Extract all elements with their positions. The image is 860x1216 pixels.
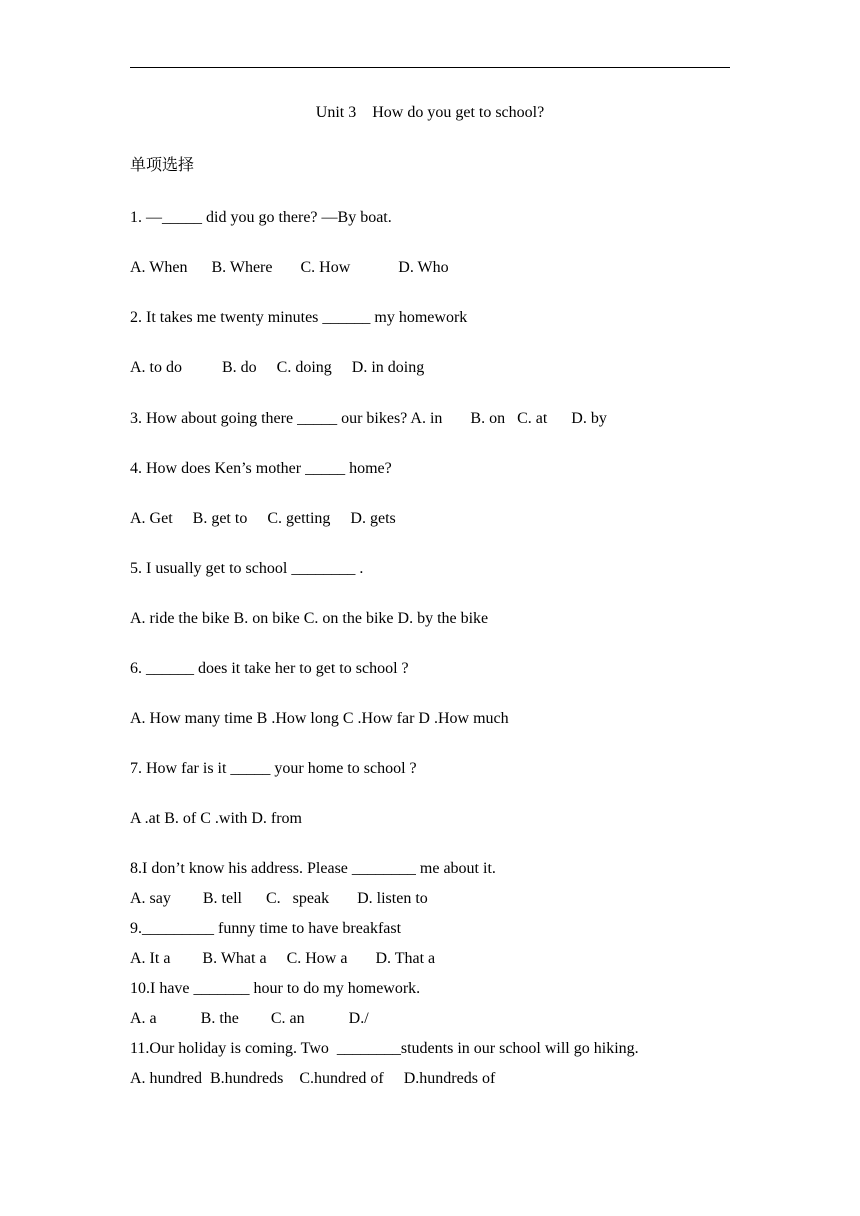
question-5-options: A. ride the bike B. on bike C. on the bike D. by the bike (130, 610, 489, 627)
question-9-options: A. It a B. What a C. How a D. That a (130, 950, 436, 967)
question-10-options: A. a B. the C. an D./ (130, 1010, 369, 1027)
question-7-options: A .at B. of C .with D. from (130, 810, 302, 827)
question-4: 4. How does Ken’s mother _____ home? (130, 460, 392, 477)
question-5: 5. I usually get to school ________ . (130, 560, 364, 577)
question-7: 7. How far is it _____ your home to school ? (130, 760, 417, 777)
question-8-options: A. say B. tell C. speak D. listen to (130, 890, 428, 907)
question-1-options: A. When B. Where C. How D. Who (130, 259, 449, 276)
question-10: 10.I have _______ hour to do my homework. (130, 980, 421, 997)
question-11-options: A. hundred B.hundreds C.hundred of D.hundreds of (130, 1070, 496, 1087)
question-2-options: A. to do B. do C. doing D. in doing (130, 359, 425, 376)
section-heading: 单项选择 (130, 155, 195, 174)
question-6: 6. ______ does it take her to get to school ? (130, 660, 409, 677)
page-title: Unit 3 How do you get to school? (315, 104, 545, 121)
question-4-options: A. Get B. get to C. getting D. gets (130, 510, 396, 527)
question-11: 11.Our holiday is coming. Two ________students in our school will go hiking. (130, 1040, 639, 1057)
question-6-options: A. How many time B .How long C .How far D .How much (130, 710, 509, 727)
header-rule (130, 67, 730, 68)
question-9: 9._________ funny time to have breakfast (130, 920, 402, 937)
question-8: 8.I don’t know his address. Please ________ me about it. (130, 860, 496, 877)
question-2: 2. It takes me twenty minutes ______ my homework (130, 309, 468, 326)
question-3: 3. How about going there _____ our bikes? A. in B. on C. at D. by (130, 410, 607, 427)
question-1: 1. —_____ did you go there? —By boat. (130, 209, 392, 226)
